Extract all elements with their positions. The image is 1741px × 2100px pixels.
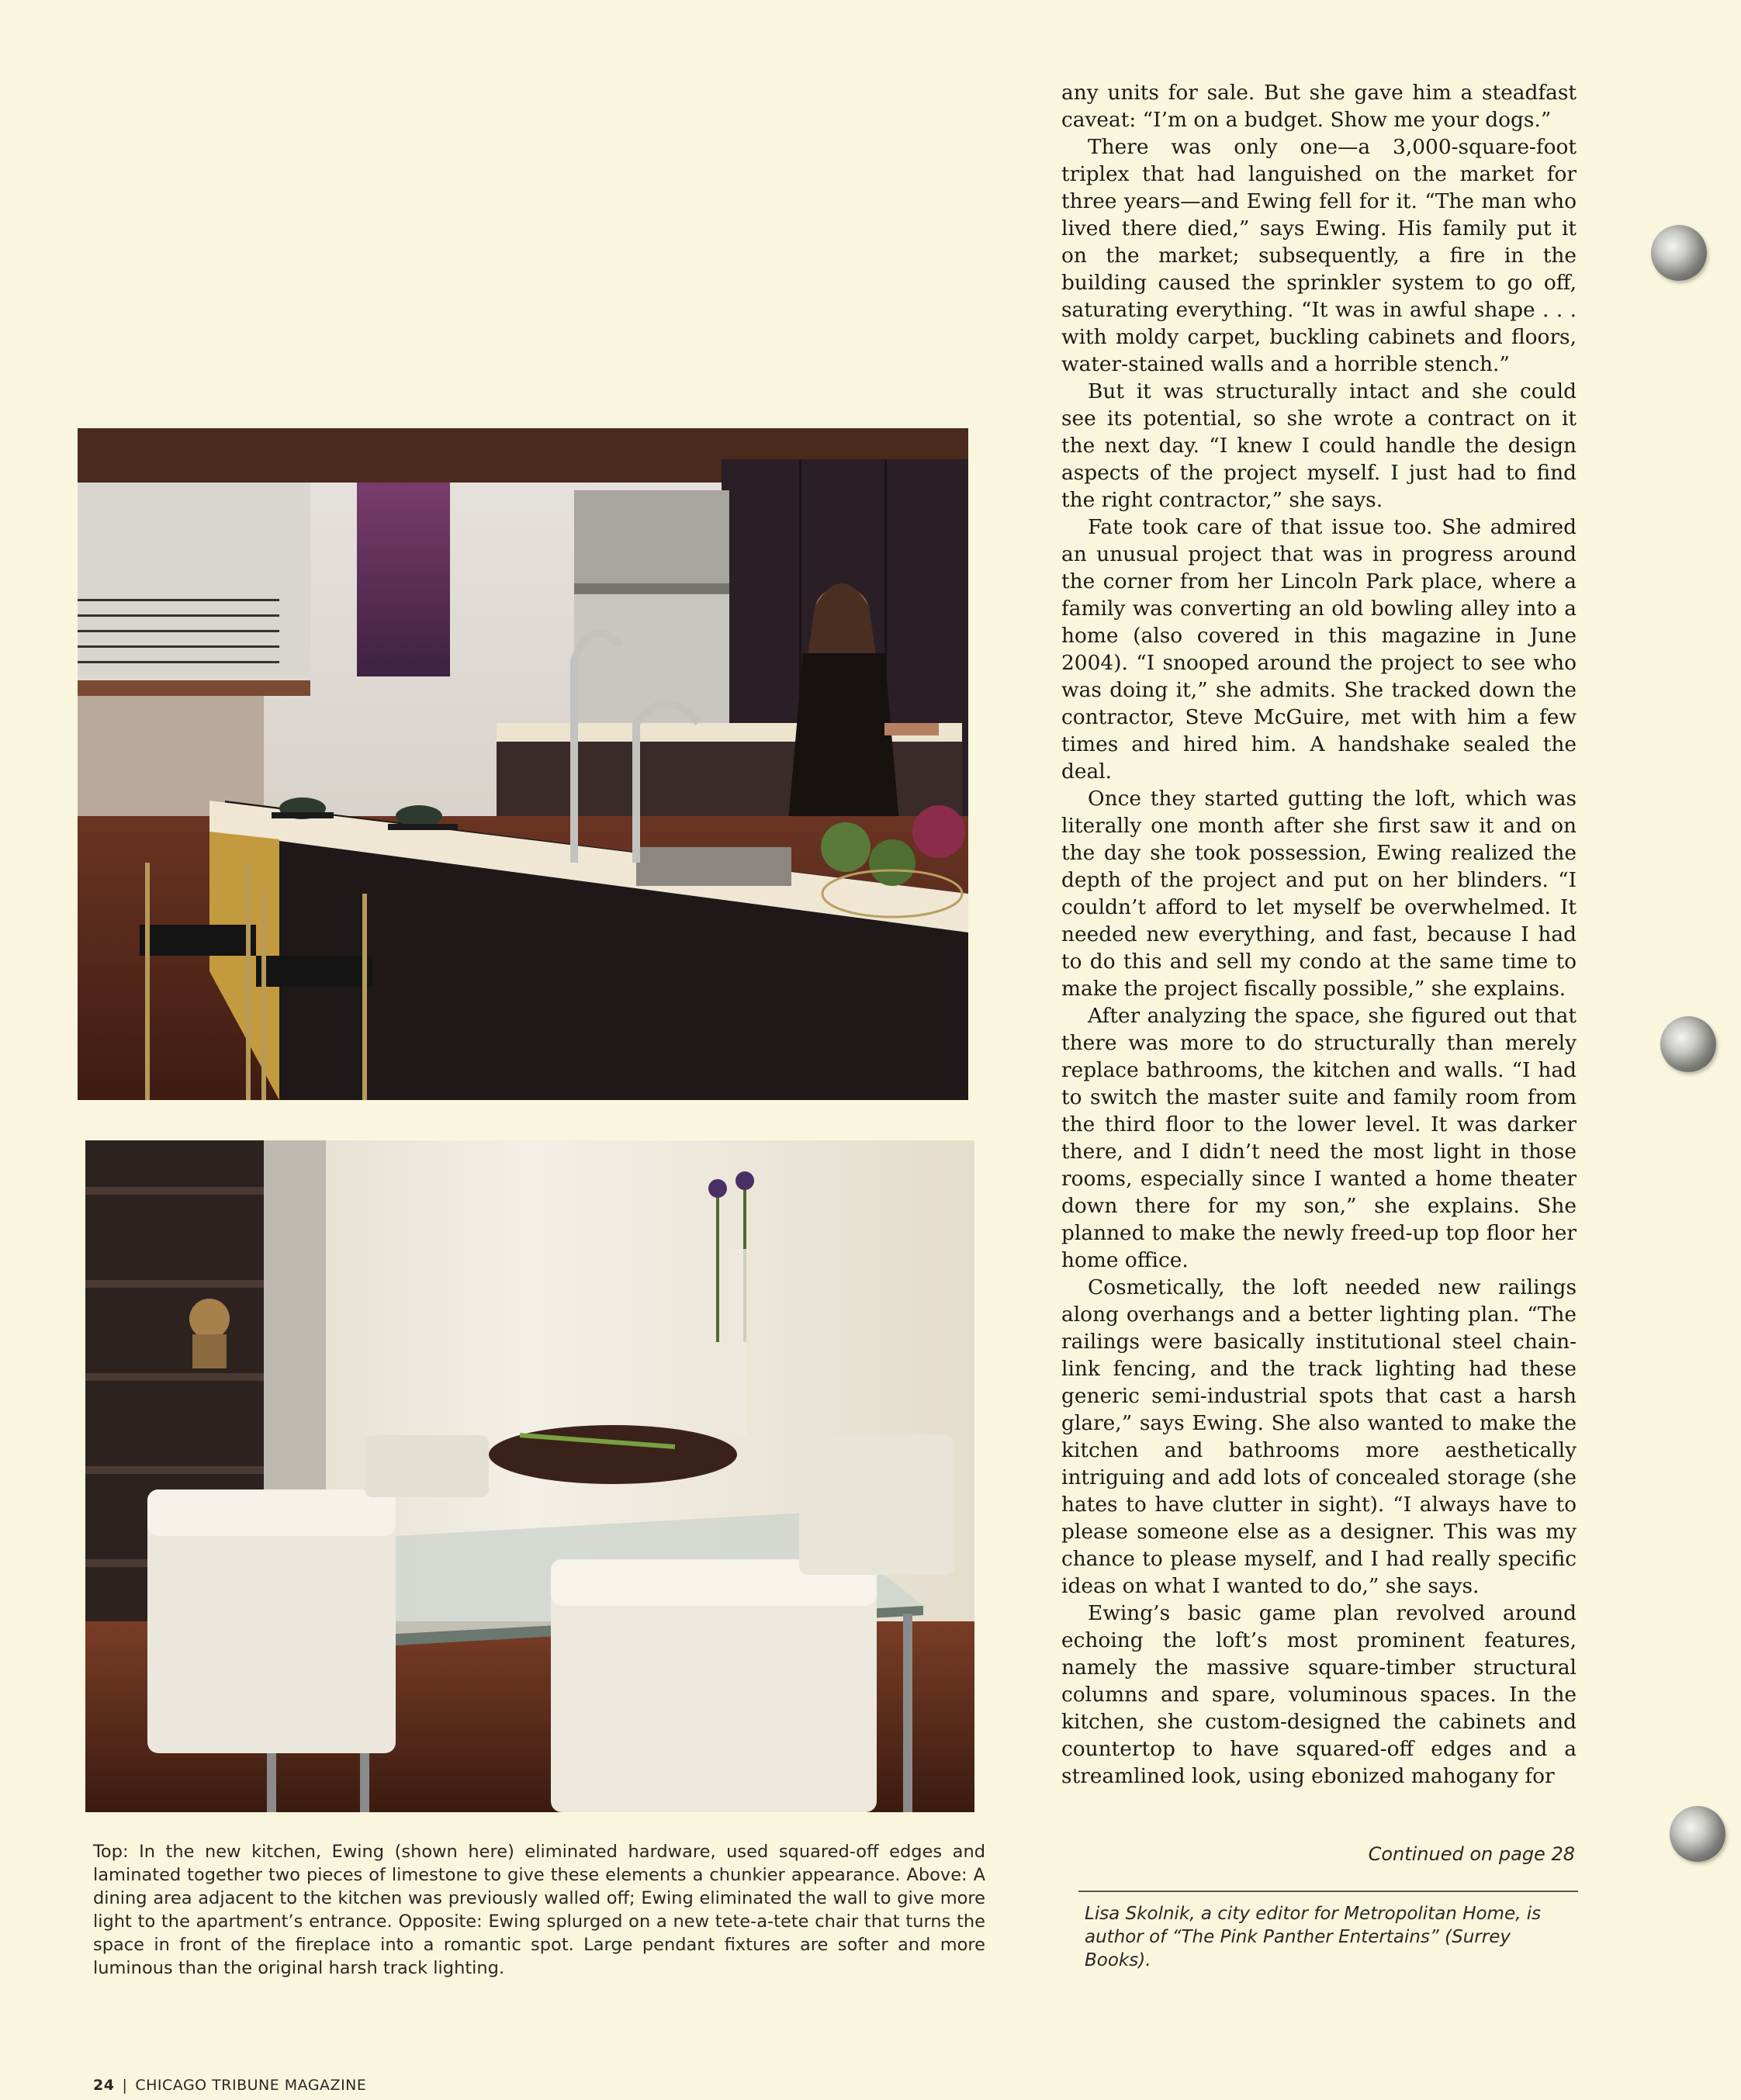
publication-name: CHICAGO TRIBUNE MAGAZINE [135, 2077, 367, 2094]
article-paragraph: Cosmetically, the loft needed new railings along overhangs and a better lighting plan. “The railings were basically institutional steel chain-link fencing, and the track lighting had these generic semi-industrial spots that cast a harsh glare,” says Ewing. She also wanted to make the kitchen and bathrooms more aesthetically intriguing and add lots of concealed storage (she hates to have clutter in sight). “I always have to please someone else as a designer. This was my chance to please myself, and I had really specific ideas on what I wanted to do,” she says. [1061, 1275, 1577, 1598]
article-column [1061, 79, 1577, 1790]
dining-photo [85, 1140, 974, 1812]
bio-divider [1078, 1891, 1578, 1892]
page-number: 24 [93, 2077, 115, 2094]
article-paragraph: But it was structurally intact and she could see its potential, so she wrote a contract on it the next day. “I knew I could handle the design aspects of the project myself. I just had to find the right contractor,” she says. [1061, 379, 1577, 512]
binder-hole-icon [1651, 225, 1707, 281]
article-paragraph: There was only one—a 3,000-square-foot triplex that had languished on the market for three years—and Ewing fell for it. “The man who lived there died,” says Ewing. His family put it on the market; subsequently, a fire in the building caused the sprinkler system to go off, saturating everything. “It was in awful shape . . . with moldy carpet, buckling cabinets and floors, water-stained walls and a horrible stench.” [1061, 135, 1577, 376]
article-paragraph: any units for sale. But she gave him a steadfast caveat: “I’m on a budget. Show me your dogs.” [1061, 81, 1577, 132]
binder-hole-icon [1670, 1806, 1725, 1862]
author-bio: Lisa Skolnik, a city editor for Metropolitan Home, is author of “The Pink Panther Entertains” (Surrey Books). [1085, 1904, 1542, 1970]
kitchen-photo-illustration [78, 428, 968, 1100]
photo-caption [93, 1840, 985, 1980]
kitchen-photo [78, 428, 968, 1100]
article-paragraph: Ewing’s basic game plan revolved around echoing the loft’s most prominent features, namely the massive square-timber structural columns and spare, voluminous spaces. In the kitchen, she custom-designed the cabinets and countertop to have squared-off edges and a streamlined look, using ebonized mahogany for [1061, 1601, 1577, 1788]
continued-note: Continued on page 28 [1368, 1843, 1575, 1865]
page-footer [93, 2077, 366, 2094]
footer-separator: | [122, 2077, 128, 2094]
caption-text: Top: In the new kitchen, Ewing (shown here) eliminated hardware, used squared-off edges and laminated together two pieces of limestone to give these elements a chunkier appearance. Above: A dining area adjacent to the kitchen was previously walled off; Ewing eliminated the wall to give more light to the apartment’s entrance. Opposite: Ewing splurged on a new tete-a-tete chair that turns the space in front of the fireplace into a romantic spot. Large pendant fixtures are softer and more luminous than the original harsh track lighting. [93, 1842, 985, 1978]
article-paragraph: After analyzing the space, she figured out that there was more to do structurally than merely replace bathrooms, the kitchen and walls. “I had to switch the master suite and family room from the third floor to the lower level. It was darker there, and I didn’t need the most light in those rooms, especially since I wanted a home theater down there for my son,” she explains. She planned to make the newly freed-up top floor her home office. [1061, 1004, 1577, 1272]
dining-photo-illustration [85, 1140, 974, 1812]
binder-hole-icon [1660, 1016, 1716, 1072]
article-paragraph: Fate took care of that issue too. She admired an unusual project that was in progress around the corner from her Lincoln Park place, where a family was converting an old bowling alley into a home (also covered in this magazine in June 2004). “I snooped around the project to see who was doing it,” she admits. She tracked down the contractor, Steve McGuire, met with him a few times and hired him. A handshake sealed the deal. [1061, 515, 1577, 784]
article-paragraph: Once they started gutting the loft, which was literally one month after she first saw it and on the day she took possession, Ewing realized the depth of the project and put on her blinders. “I couldn’t afford to let myself be overwhelmed. It needed new everything, and fast, because I had to do this and sell my condo at the same time to make the project fiscally possible,” she explains. [1061, 787, 1577, 1001]
